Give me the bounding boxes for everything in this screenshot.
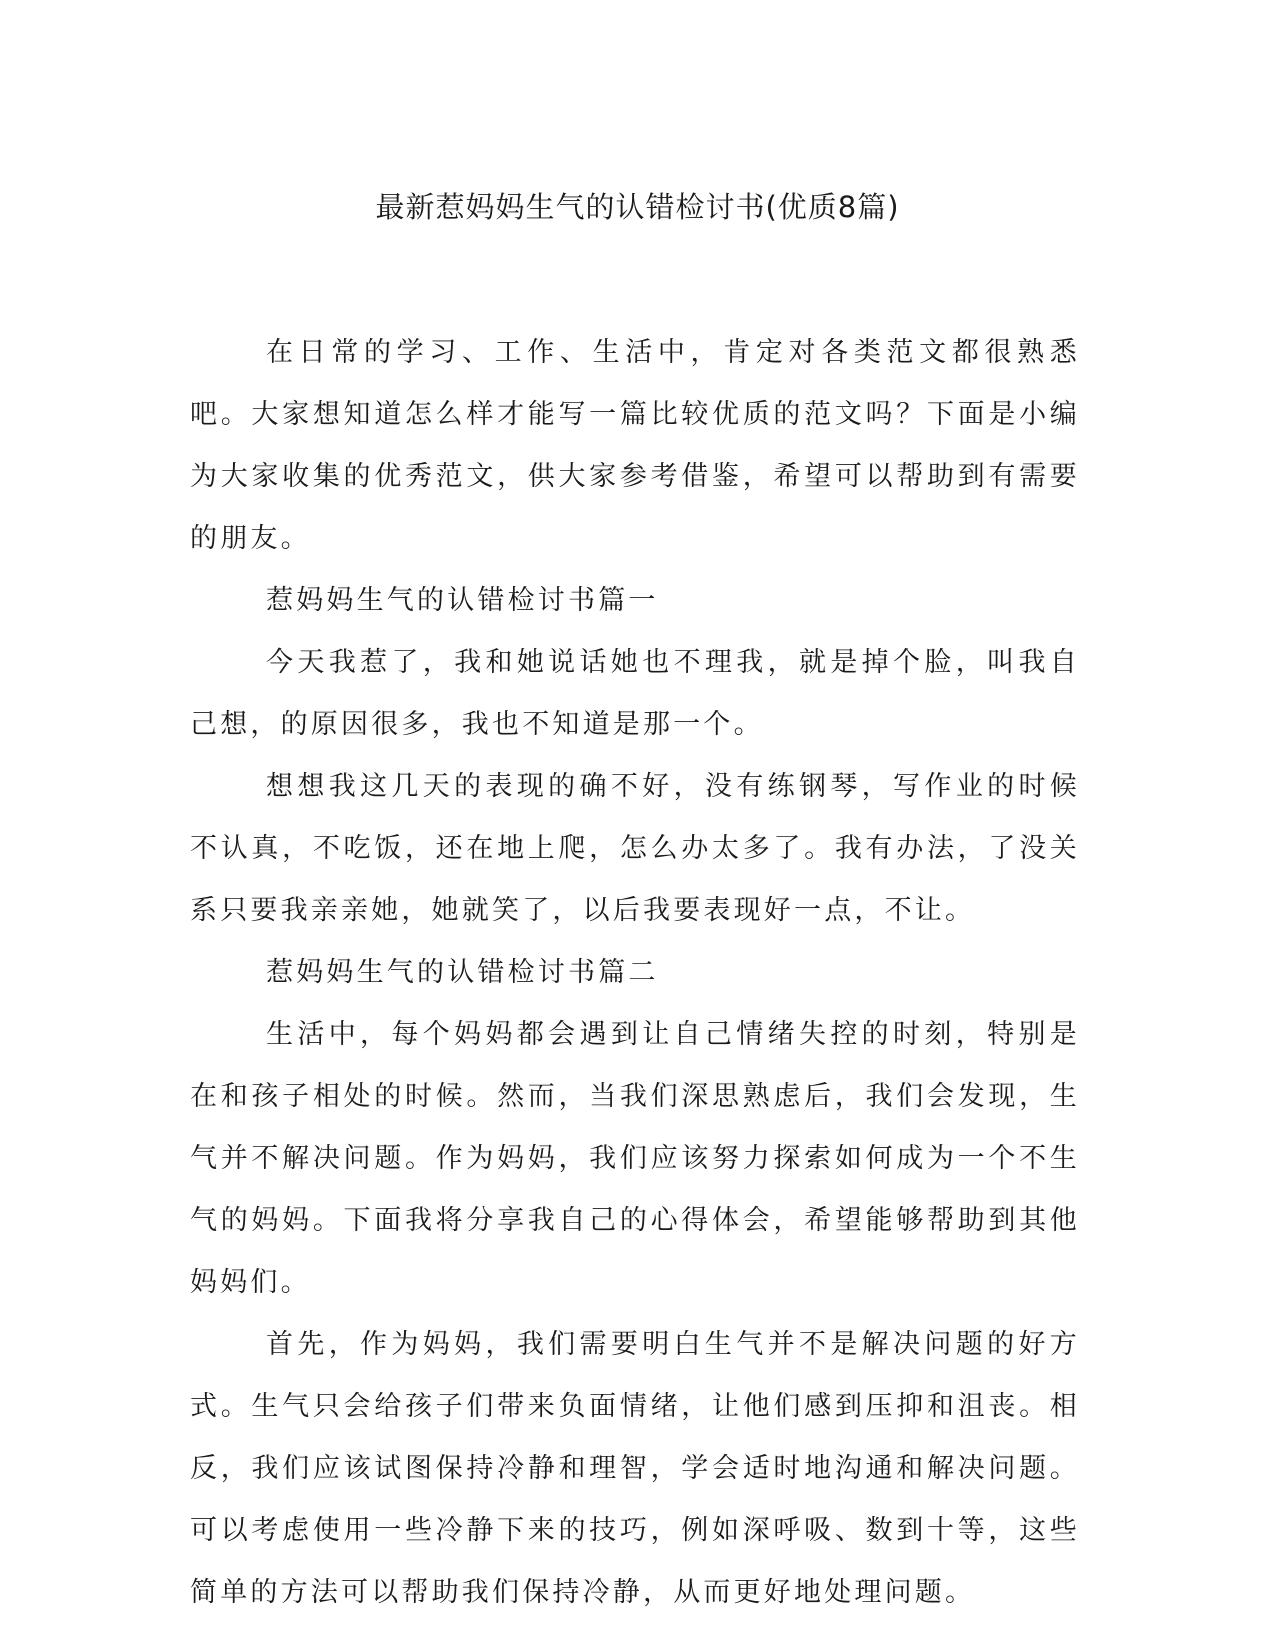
paragraph: 生活中，每个妈妈都会遇到让自己情绪失控的时刻，特别是在和孩子相处的时候。然而，当我们深思熟虑后，我们会发现，生气并不解决问题。作为妈妈，我们应该努力探索如何成为一个不生气的妈妈。下面我将分享我自己的心得体会，希望能够帮助到其他妈妈们。 [190, 1019, 1080, 1298]
section-heading-1: 惹妈妈生气的认错检讨书篇一 [266, 585, 659, 616]
paragraph: 首先，作为妈妈，我们需要明白生气并不是解决问题的好方式。生气只会给孩子们带来负面情绪，让他们感到压抑和沮丧。相反，我们应该试图保持冷静和理智，学会适时地沟通和解决问题。可以考虑使用一些冷静下来的技巧，例如深呼吸、数到十等，这些简单的方法可以帮助我们保持冷静，从而更好地处理问题。 [190, 1329, 1080, 1608]
intro-paragraph: 在日常的学习、工作、生活中，肯定对各类范文都很熟悉吧。大家想知道怎么样才能写一篇比较优质的范文吗？下面是小编为大家收集的优秀范文，供大家参考借鉴，希望可以帮助到有需要的朋友。 [190, 337, 1080, 554]
document-title: 最新惹妈妈生气的认错检讨书(优质8篇) [375, 190, 900, 224]
paragraph: 今天我惹了，我和她说话她也不理我，就是掉个脸，叫我自己想，的原因很多，我也不知道是那一个。 [190, 647, 1080, 740]
paragraph: 想想我这几天的表现的确不好，没有练钢琴，写作业的时候不认真，不吃饭，还在地上爬，怎么办太多了。我有办法，了没关系只要我亲亲她，她就笑了，以后我要表现好一点，不让。 [190, 771, 1080, 926]
document-body [190, 322, 1080, 1624]
section-heading-2: 惹妈妈生气的认错检讨书篇二 [266, 957, 659, 988]
